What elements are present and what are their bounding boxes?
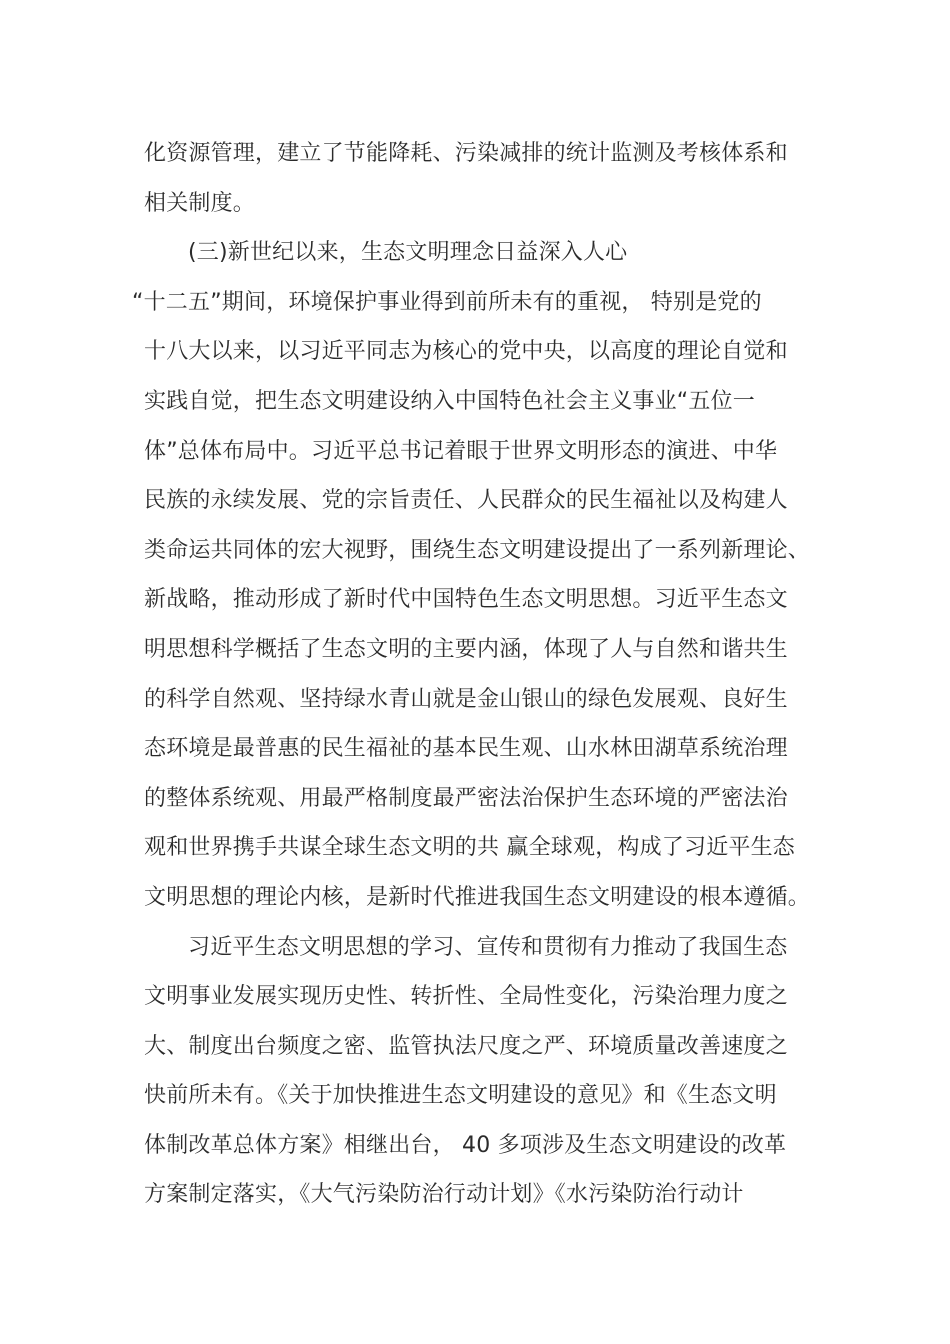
text-line: 民族的永续发展、党的宗旨责任、人民群众的民生福祉以及构建人 (144, 488, 788, 514)
text-line: 快前所未有。《关于加快推进生态文明建设的意见》和《生态文明 (144, 1083, 777, 1109)
text-line: 文明思想的理论内核，是新时代推进我国生态文明建设的根本遵循。 (144, 884, 811, 910)
text-line: “十二五”期间，环境保护事业得到前所未有的重视， 特别是党的 (132, 289, 762, 315)
paragraph-start-line: 习近平生态文明思想的学习、宣传和贯彻有力推动了我国生态 (188, 934, 788, 960)
text-line: 化资源管理，建立了节能降耗、污染减排的统计监测及考核体系和 (144, 141, 788, 166)
text-line: 文明事业发展实现历史性、转折性、全局性变化，污染治理力度之 (144, 984, 788, 1010)
text-line: 大、制度出台频度之密、监管执法尺度之严、环境质量改善速度之 (144, 1033, 788, 1059)
text-line: 十八大以来，以习近平同志为核心的党中央，以高度的理论自觉和 (144, 339, 788, 365)
text-line: 态环境是最普惠的民生福祉的基本民生观、山水林田湖草系统治理 (144, 736, 788, 762)
text-line: 的整体系统观、用最严格制度最严密法治保护生态环境的严密法治 (144, 785, 788, 811)
text-line: 新战略，推动形成了新时代中国特色生态文明思想。习近平生态文 (144, 587, 788, 613)
text-line: 观和世界携手共谋全球生态文明的共 赢全球观，构成了习近平生态 (144, 835, 795, 861)
text-line: 类命运共同体的宏大视野，围绕生态文明建设提出了一系列新理论、 (144, 537, 811, 563)
text-line: 方案制定落实，《大气污染防治行动计划》《水污染防治行动计 (144, 1182, 744, 1208)
section-heading: (三)新世纪以来，生态文明理念日益深入人心 (188, 240, 628, 266)
text-line: 的科学自然观、坚持绿水青山就是金山银山的绿色发展观、良好生 (144, 686, 788, 712)
body-text (132, 129, 814, 1220)
text-line: 明思想科学概括了生态文明的主要内涵，体现了人与自然和谐共生 (144, 636, 788, 662)
text-line: 相关制度。 (144, 190, 256, 216)
text-line: 实践自觉，把生态文明建设纳入中国特色社会主义事业“五位一 (144, 388, 755, 414)
text-line: 体制改革总体方案》相继出台， 40 多项涉及生态文明建设的改革 (144, 1132, 787, 1158)
text-line: 体”总体布局中。习近平总书记着眼于世界文明形态的演进、中华 (144, 438, 778, 464)
